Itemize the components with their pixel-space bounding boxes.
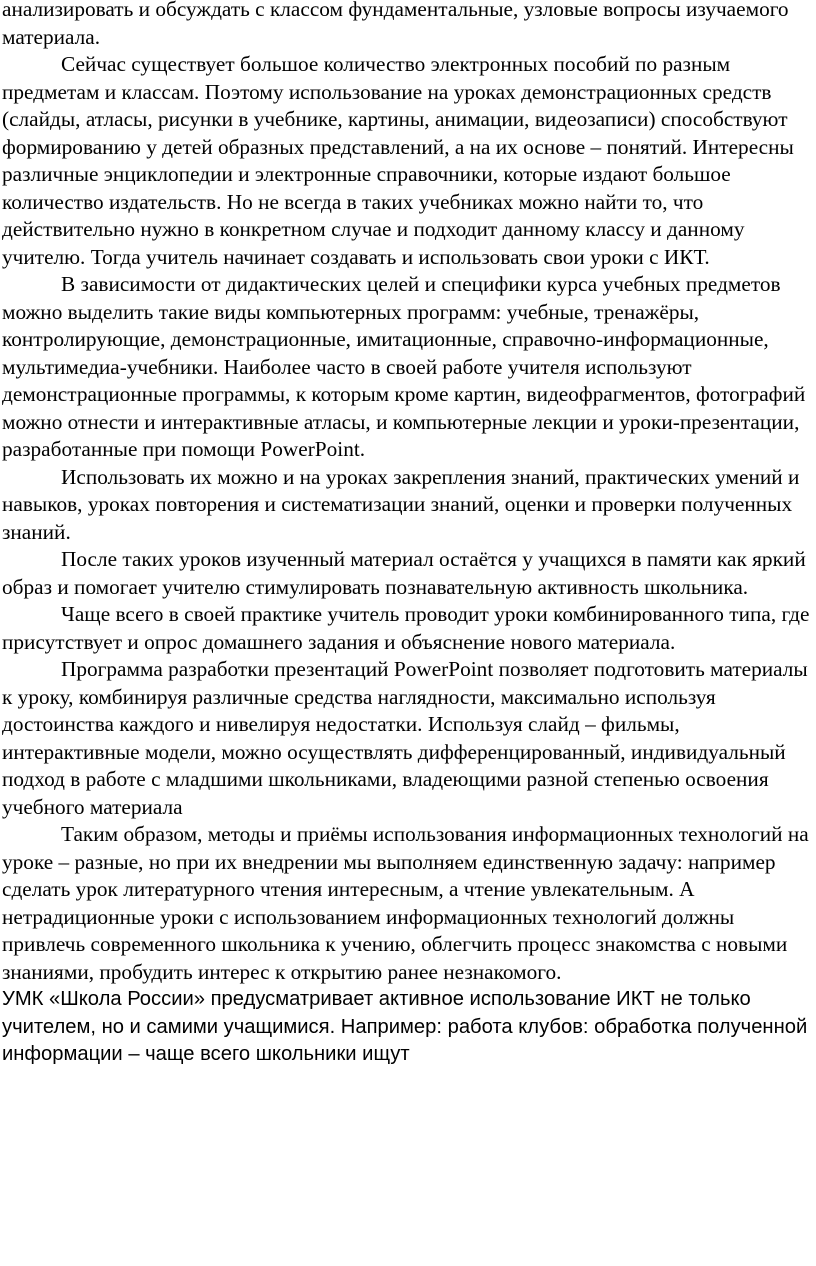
paragraph-continuation: анализировать и обсуждать с классом фундаментальные, узловые вопросы изучаемого материала.	[2, 0, 789, 49]
paragraph-umk: УМК «Школа России» предусматривает активное использование ИКТ не только учителем, но и самими учащимися. Например: работа клубов: обработка полученной информации – чаще всего школьники ищут	[2, 988, 808, 1065]
paragraph-conclusion: Таким образом, методы и приёмы использования информационных технологий на уроке – разные, но при их внедрении мы выполняем единственную задачу: например сделать урок литературного чтения интересным, а чтение увлекательным. А нетрадиционные уроки с использованием информационных технологий должны привлечь современного школьника к учению, облегчить процесс знакомства с новыми знаниями, пробудить интерес к открытию ранее незнакомого.	[2, 822, 809, 984]
paragraph-memory: После таких уроков изученный материал остаётся у учащихся в памяти как яркий образ и помогает учителю стимулировать познавательную активность школьника.	[2, 547, 806, 599]
paragraph-combined-lessons: Чаще всего в своей практике учитель проводит уроки комбинированного типа, где присутствует и опрос домашнего задания и объяснение нового материала.	[2, 602, 810, 654]
paragraph-program-types: В зависимости от дидактических целей и специфики курса учебных предметов можно выделить такие виды компьютерных программ: учебные, тренажёры, контролирующие, демонстрационные, имитационные, справочно-информационные, мультимедиа-учебники. Наиболее часто в своей работе учителя используют демонстрационные программы, к которым кроме картин, видеофрагментов, фотографий можно отнести и интерактивные атласы, и компьютерные лекции и уроки-презентации, разработанные при помощи PowerPoint.	[2, 272, 806, 461]
paragraph-powerpoint: Программа разработки презентаций PowerPoint позволяет подготовить материалы к уроку, комбинируя различные средства наглядности, максимально используя достоинства каждого и нивелируя недостатки. Используя слайд – фильмы, интерактивные модели, можно осуществлять дифференцированный, индивидуальный подход в работе с младшими школьниками, владеющими разной степенью освоения учебного материала	[2, 657, 808, 819]
paragraph-electronic-resources: Сейчас существует большое количество электронных пособий по разным предметам и классам. Поэтому использование на уроках демонстрационных средств (слайды, атласы, рисунки в учебнике, картины, анимации, видеозаписи) способствуют формированию у детей образных представлений, а на их основе – понятий. Интересны различные энциклопедии и электронные справочники, которые издают большое количество издательств. Но не всегда в таких учебниках можно найти то, что действительно нужно в конкретном случае и подходит данному классу и данному учителю. Тогда учитель начинает создавать и использовать свои уроки с ИКТ.	[2, 52, 794, 269]
paragraph-usage-lessons: Использовать их можно и на уроках закрепления знаний, практических умений и навыков, уроках повторения и систематизации знаний, оценки и проверки полученных знаний.	[2, 464, 800, 544]
